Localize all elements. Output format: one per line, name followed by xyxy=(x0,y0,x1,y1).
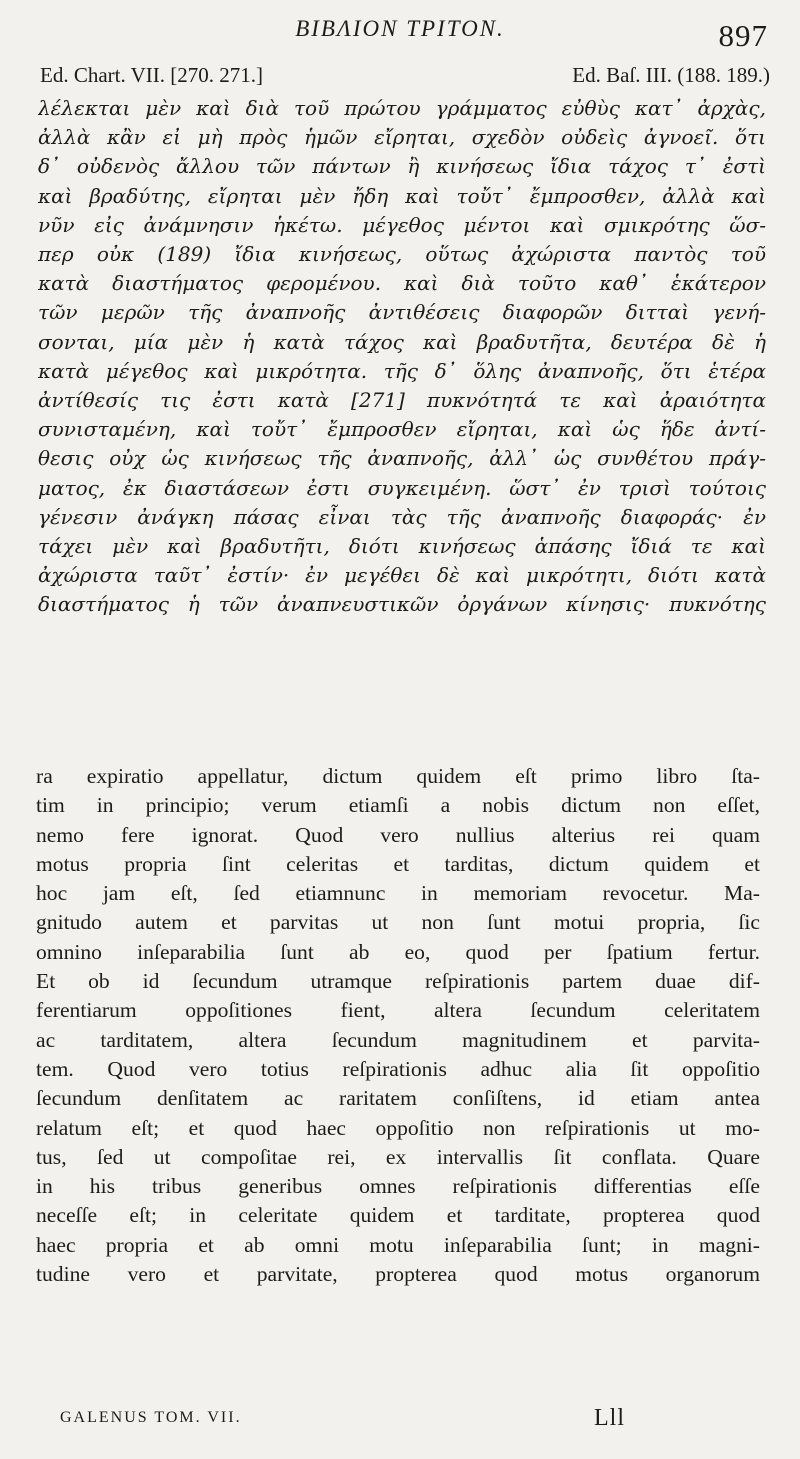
latin-line: tem. Quod vero totius reſpirationis adhuc alia ſit oppoſitio xyxy=(36,1056,760,1081)
latin-line: neceſſe eſt; in celeritate quidem et tarditate, propterea quod xyxy=(36,1203,760,1228)
latin-line: Et ob id ſecundum utramque reſpirationis partem duae dif- xyxy=(36,969,760,994)
latin-line: haec propria et ab omni motu inſeparabilia ſunt; in magni- xyxy=(36,1232,760,1257)
edition-chart-reference: Ed. Chart. VII. [270. 271.] xyxy=(40,63,263,87)
latin-line: ſecundum denſitatem ac raritatem conſiſtens, id etiam antea xyxy=(36,1086,760,1111)
greek-line: συνισταμένη, καὶ τοὔτ᾽ ἔμπροσθεν εἴρηται, καὶ ὡς ἥδε ἀντί- xyxy=(38,417,766,442)
greek-line: λέλεκται μὲν καὶ διὰ τοῦ πρώτου γράμματος εὐθὺς κατ᾽ ἀρχὰς, xyxy=(38,96,766,120)
greek-line: τάχει μὲν καὶ βραδυτῆτι, διότι κινήσεως ἁπάσης ἴδιά τε καὶ xyxy=(38,534,766,559)
latin-line: omnino inſeparabilia ſunt ab eo, quod per ſpatium fertur. xyxy=(36,939,760,964)
latin-line: tim in principio; verum etiamſi a nobis dictum non eſſet, xyxy=(36,793,760,818)
latin-line: ferentiarum oppoſitiones fient, altera ſecundum celeritatem xyxy=(36,998,760,1023)
running-title: ΒΙΒΛΙΟΝ ΤΡΙΤΟΝ. xyxy=(295,16,505,41)
greek-line: θεσις οὐχ ὡς κινήσεως τῆς ἀναπνοῆς, ἀλλ᾽ ὡς συνθέτου πράγ- xyxy=(38,446,766,471)
latin-line: ra expiratio appellatur, dictum quidem eſt primo libro ſta- xyxy=(36,764,760,788)
greek-line: περ οὐκ (189) ἴδια κινήσεως, οὕτως ἀχώριστα παντὸς τοῦ xyxy=(38,242,766,267)
page-footer xyxy=(60,1405,625,1435)
greek-line: ἀλλὰ κἂν εἰ μὴ πρὸς ἡμῶν εἴρηται, σχεδὸν οὐδεὶς ἀγνοεῖ. ὅτι xyxy=(38,125,766,150)
signature-volume: GALENUS TOM. VII. xyxy=(60,1409,242,1426)
latin-line: nemo fere ignorat. Quod vero nullius alterius rei quam xyxy=(36,822,760,847)
greek-line: τῶν μερῶν τῆς ἀναπνοῆς ἀντιθέσεις διαφορῶν διτταὶ γενή- xyxy=(38,300,766,325)
edition-basel-reference: Ed. Baſ. III. (188. 189.) xyxy=(572,63,770,87)
greek-line: κατὰ διαστήματος φερομένου. καὶ διὰ τοῦτο καθ᾽ ἑκάτερον xyxy=(38,271,766,296)
latin-line: relatum eſt; et quod haec oppoſitio non reſpirationis ut mo- xyxy=(36,1115,760,1140)
greek-line: ἀντίθεσίς τις ἐστι κατὰ [271] πυκνότητά τε καὶ ἀραιότητα xyxy=(38,388,766,413)
greek-line: σονται, μία μὲν ἡ κατὰ τάχος καὶ βραδυτῆτα, δευτέρα δὲ ἡ xyxy=(38,329,766,354)
latin-line: gnitudo autem et parvitas ut non ſunt motui propria, ſic xyxy=(36,910,760,935)
latin-line: motus propria ſint celeritas et tarditas, dictum quidem et xyxy=(36,851,760,876)
latin-line: ac tarditatem, altera ſecundum magnitudinem et parvita- xyxy=(36,1027,760,1052)
edition-reference-line xyxy=(40,63,770,89)
latin-line: tus, ſed ut compoſitae rei, ex intervallis ſit conflata. Quare xyxy=(36,1144,760,1169)
greek-line: ἀχώριστα ταῦτ᾽ ἐστίν· ἐν μεγέθει δὲ καὶ μικρότητι, διότι κατὰ xyxy=(38,563,766,588)
greek-text-block xyxy=(38,94,766,620)
latin-line: in his tribus generibus omnes reſpirationis differentias eſſe xyxy=(36,1174,760,1199)
greek-line: ματος, ἐκ διαστάσεων ἐστι συγκειμένη. ὥστ᾽ ἐν τρισὶ τούτοις xyxy=(38,475,766,500)
greek-line: δ᾽ οὐδενὸς ἄλλου τῶν πάντων ἢ κινήσεως ἴδια τάχος τ᾽ ἐστὶ xyxy=(38,154,766,179)
latin-line: tudine vero et parvitate, propterea quod motus organorum xyxy=(36,1262,760,1287)
greek-line: διαστήματος ἡ τῶν ἀναπνευστικῶν ὀργάνων κίνησις· πυκνότης xyxy=(38,592,766,617)
signature-mark: Lll xyxy=(594,1405,625,1431)
latin-line: hoc jam eſt, ſed etiamnunc in memoriam revocetur. Ma- xyxy=(36,881,760,906)
greek-line: γένεσιν ἀνάγκη πάσας εἶναι τὰς τῆς ἀναπνοῆς διαφοράς· ἐν xyxy=(38,504,766,529)
latin-text-block xyxy=(36,762,760,1289)
page-number: 897 xyxy=(718,18,768,53)
greek-line: νῦν εἰς ἀνάμνησιν ἡκέτω. μέγεθος μέντοι καὶ σμικρότης ὥσ- xyxy=(38,212,766,237)
greek-line: καὶ βραδύτης, εἴρηται μὲν ἤδη καὶ τοὔτ᾽ ἔμπροσθεν, ἀλλὰ καὶ xyxy=(38,183,766,208)
greek-line: κατὰ μέγεθος καὶ μικρότητα. τῆς δ᾽ ὅλης ἀναπνοῆς, ὅτι ἑτέρα xyxy=(38,358,766,383)
